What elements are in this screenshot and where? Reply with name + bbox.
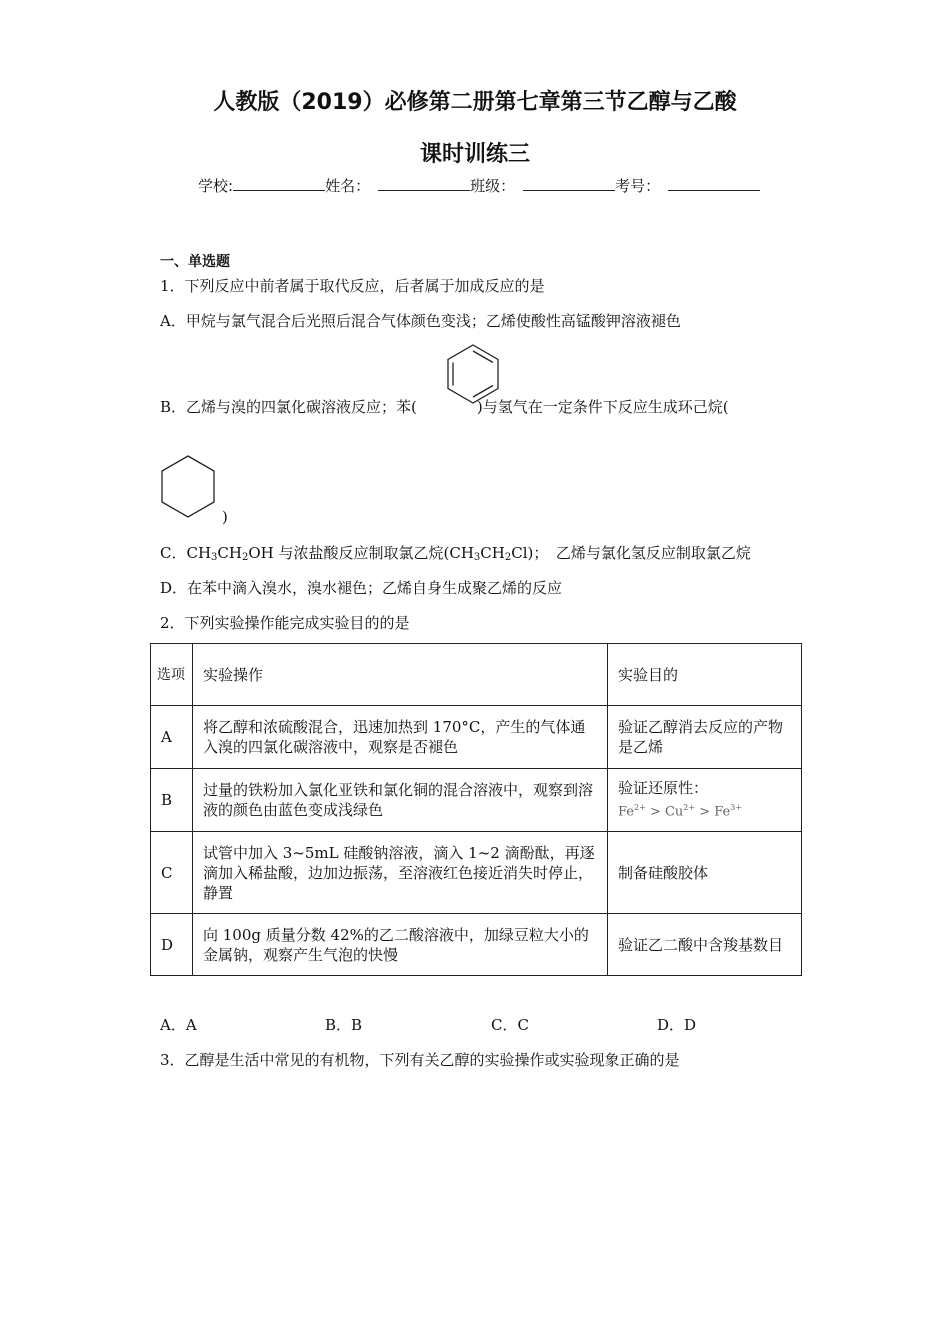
row-option: A [151, 706, 193, 769]
option-c-sub: 3 [211, 552, 218, 563]
table-row [151, 832, 802, 914]
benzene-structure-icon [444, 342, 502, 410]
choice-c[interactable]: C．C [491, 1016, 529, 1034]
exam-no-blank[interactable] [668, 176, 760, 191]
choice-a[interactable]: A．A [160, 1016, 197, 1034]
question-1-option-a: A．甲烷与氯气混合后光照后混合气体颜色变浅；乙烯使酸性高锰酸钾溶液褪色 [160, 312, 681, 330]
cyclohexane-structure-icon [158, 454, 218, 520]
option-c-sub: 2 [504, 552, 512, 563]
ion-charge: 2+ [634, 802, 646, 812]
class-blank[interactable] [523, 176, 615, 191]
question-1-option-c [160, 542, 751, 563]
row-operation: 将乙醇和浓硫酸混合，迅速加热到 170°C，产生的气体通入溴的四氯化碳溶液中，观察是否褪色 [193, 706, 608, 769]
experiment-table [150, 643, 802, 976]
row-option: D [151, 914, 193, 976]
class-label: 班级： [470, 177, 516, 195]
row-operation: 向 100g 质量分数 42%的乙二酸溶液中，加绿豆粒大小的金属钠，观察产生气泡的快慢 [193, 914, 608, 976]
option-c-sub: 3 [473, 552, 481, 563]
ion-cu: > Cu [645, 804, 684, 820]
ion-charge: 2+ [683, 802, 696, 812]
purpose-text: 验证还原性： [618, 778, 709, 797]
question-1-stem: 1．下列反应中前者属于取代反应，后者属于加成反应的是 [160, 277, 545, 295]
school-blank[interactable] [233, 176, 325, 191]
option-b-text-2: )与氢气在一定条件下反应生成环己烷( [476, 398, 729, 416]
page-subtitle: 课时训练三 [419, 142, 530, 167]
option-c-text: OH 与浓盐酸反应制取氯乙烷(CH [248, 544, 474, 562]
row-option: B [151, 769, 193, 832]
student-info-row [198, 175, 760, 196]
header-purpose: 实验目的 [608, 644, 802, 706]
row-operation: 试管中加入 3~5mL 硅酸钠溶液，滴入 1~2 滴酚酞，再逐滴加入稀盐酸，边加边振荡，至溶液红色接近消失时停止，静置 [193, 832, 608, 914]
ion-fe: > Fe [695, 804, 731, 820]
table-row [151, 706, 802, 769]
reducing-order-formula [618, 798, 791, 822]
header-operation: 实验操作 [193, 644, 608, 706]
row-purpose: 制备硅酸胶体 [608, 832, 802, 914]
row-option: C [151, 832, 193, 914]
school-label: 学校: [198, 177, 234, 195]
choice-b[interactable]: B．B [325, 1016, 363, 1034]
table-header-row [151, 644, 802, 706]
table-row [151, 914, 802, 976]
option-c-text: CH [480, 544, 505, 562]
row-purpose: 验证乙醇消去反应的产物是乙烯 [608, 706, 802, 769]
name-label: 姓名： [325, 177, 371, 195]
option-c-text: Cl)； 乙烯与氯化氢反应制取氯乙烷 [511, 544, 751, 562]
option-b-text-3: ) [222, 508, 228, 526]
option-c-text: CH [217, 544, 242, 562]
exam-no-label: 考号： [615, 177, 661, 195]
table-row [151, 769, 802, 832]
ion-fe: Fe [618, 804, 635, 820]
option-c-text: C．CH [160, 544, 212, 562]
choice-d[interactable]: D．D [657, 1016, 697, 1034]
row-purpose: 验证乙二酸中含羧基数目 [608, 914, 802, 976]
name-blank[interactable] [378, 176, 470, 191]
question-3-stem: 3．乙醇是生活中常见的有机物，下列有关乙醇的实验操作或实验现象正确的是 [160, 1051, 680, 1069]
row-purpose [608, 769, 802, 832]
question-2-stem: 2．下列实验操作能完成实验目的的是 [160, 614, 410, 632]
section-heading: 一、单选题 [160, 254, 230, 270]
question-1-option-d: D．在苯中滴入溴水，溴水褪色；乙烯自身生成聚乙烯的反应 [160, 579, 563, 597]
row-operation: 过量的铁粉加入氯化亚铁和氯化铜的混合溶液中，观察到溶液的颜色由蓝色变成浅绿色 [193, 769, 608, 832]
option-c-sub: 2 [241, 552, 249, 563]
option-b-text-1: B．乙烯与溴的四氯化碳溶液反应；苯( [160, 398, 417, 416]
header-option: 选项 [151, 644, 193, 706]
page-title: 人教版（2019）必修第二册第七章第三节乙醇与乙酸 [213, 90, 737, 115]
ion-charge: 3+ [730, 802, 743, 812]
